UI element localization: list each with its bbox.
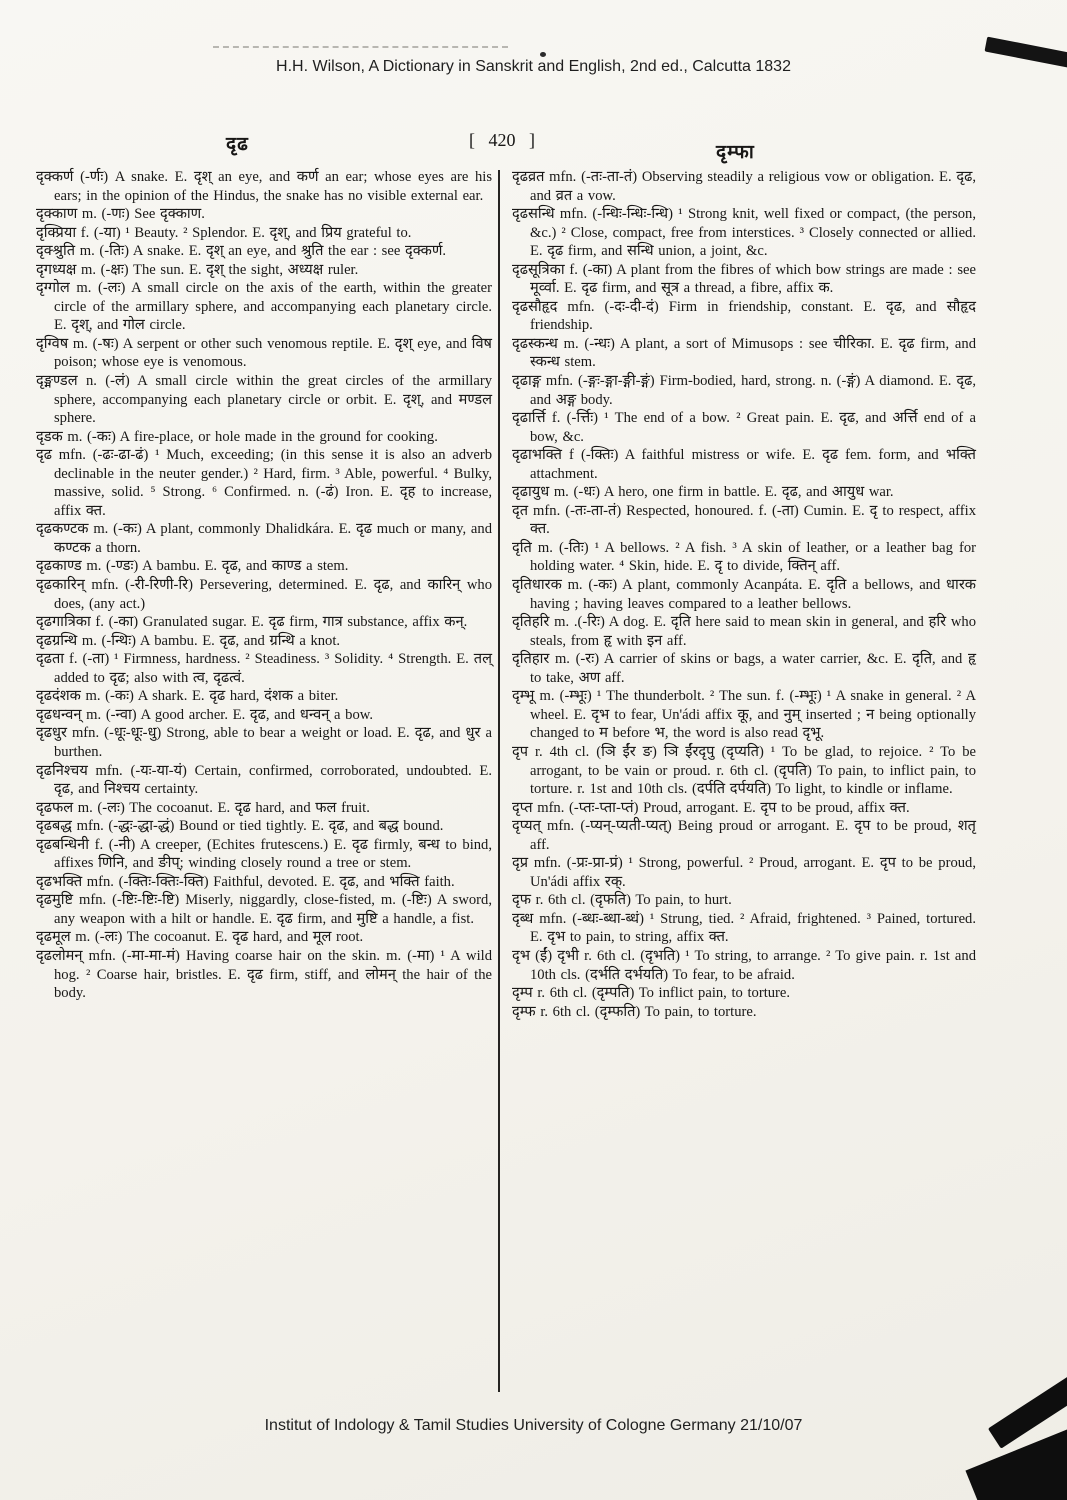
dictionary-entry: दृढबद्ध mfn. (-द्धः-द्धा-द्धं) Bound or tied tightly. E. दृढ, and बद्ध bound. <box>36 818 444 835</box>
left-catchword: दृढ <box>226 134 249 155</box>
dictionary-entry: दृढकाण्ड m. (-ण्डः) A bambu. E. दृढ, and काण्ड a stem. <box>36 558 349 575</box>
dictionary-entry: दृप r. 4th cl. (ञि ईंर ङ) ञि ईंरदृपु (दृप्यति) ¹ To be glad, to rejoice. ² To be arrogant, to be vain or proud. r. 6th cl. (दृपति) To pain, to inflict pain, to torture. r. 1st and 10th cls. (दर्पति दर्पयति) To light, to kindle or inflame. <box>512 743 976 798</box>
dictionary-entry: दृब्ध mfn. (-ब्धः-ब्धा-ब्धं) ¹ Strung, tied. ² Afraid, frightened. ³ Pained, tortured. E. दृभ to pain, to string, affix क्त. <box>512 910 976 946</box>
dictionary-entry: दृक्काण m. (-णः) See दृक्काण. <box>36 206 205 223</box>
dictionary-entry: दृप्र mfn. (-प्रः-प्रा-प्रं) ¹ Strong, powerful. ² Proud, arrogant. E. दृप to be proud, Un'ádi affix रक्. <box>512 855 976 890</box>
dictionary-entry: दृढबन्धिनी f. (-नी) A creeper, (Echites frutescens.) E. दृढ firmly, बन्ध to bind, affixes णिनि, and ङीप्; winding closely round a tree or stem. <box>36 836 492 872</box>
dictionary-entry: दृढफल m. (-लः) The cocoanut. E. दृढ hard, and फल fruit. <box>36 799 370 816</box>
dictionary-entry: दृढ mfn. (-ढः-ढा-ढं) ¹ Much, exceeding; (in this sense it is also an adverb declinable in the neuter gender.) ² Hard, firm. ³ Able, powerful. ⁴ Bulky, massive, solid. ⁵ Strong. ⁶ Confirmed. n. (-ढं) Iron. E. दृह to increase, affix क्त. <box>36 447 492 519</box>
dictionary-entry: दृढसन्धि mfn. (-न्धिः-न्धिः-न्धि) ¹ Strong knit, well fixed or compact, (the person, &c.) ² Close, compact, free from interstices. ³ Closely connected or allied. E. दृढ firm, and सन्धि union, a joint, &c. <box>512 206 976 260</box>
dictionary-entry: दृडक m. (-कः) A fire-place, or hole made in the ground for cooking. <box>36 428 438 445</box>
dictionary-entry: दृढभक्ति mfn. (-क्तिः-क्तिः-क्ति) Faithful, devoted. E. दृढ, and भक्ति faith. <box>36 873 455 890</box>
footer-line: Institut of Indology & Tamil Studies University of Cologne Germany 21/10/07 <box>264 1417 803 1434</box>
scan-artifact-dashed-line <box>213 46 508 48</box>
dictionary-entry: दृढमूल m. (-लः) The cocoanut. E. दृढ hard, and मूल root. <box>36 929 364 946</box>
dictionary-entry: दृप्यत् mfn. (-प्यन्-प्यती-प्यत्) Being proud or arrogant. E. दृप to be proud, शतृ aff. <box>512 818 976 853</box>
dictionary-entry: दृतिहार m. (-रः) A carrier of skins or bags, a water carrier, &c. E. दृति, and हृ to take, अण aff. <box>512 651 976 686</box>
dictionary-entry: दृढकारिन् mfn. (-री-रिणी-रि) Persevering, determined. E. दृढ, and कारिन् who does, (any act.) <box>36 577 492 612</box>
dictionary-entry: दृभ (ईं) दृभी r. 6th cl. (दृभति) ¹ To string, to arrange. ² To give pain. r. 1st and 10th cls. (दर्भति दर्भयति) To fear, to be afraid. <box>512 947 976 983</box>
dictionary-column-right <box>512 168 976 1021</box>
dictionary-entry: दृढग्रन्थि m. (-न्थिः) A bambu. E. दृढ, and ग्रन्थि a knot. <box>36 632 341 649</box>
dictionary-entry: दृग्गोल m. (-लः) A small circle on the axis of the earth, within the greater circle of the armillary sphere, and accompanying each planetary circle. E. दृश्, and गोल circle. <box>36 280 492 334</box>
page-number: [ 420 ] <box>469 130 535 150</box>
dictionary-entry: दृतिधारक m. (-कः) A plant, commonly Acanpáta. E. दृति a bellows, and धारक having ; having leaves compared to a leather bellows. <box>512 577 976 612</box>
dictionary-entry: दृढाभक्ति f (-क्तिः) A faithful mistress or wife. E. दृढ fem. form, and भक्ति attachment. <box>512 447 976 482</box>
dictionary-entry: दृढधन्वन् m. (-न्वा) A good archer. E. दृढ, and धन्वन् a bow. <box>36 706 374 723</box>
dictionary-entry: दृत mfn. (-तः-ता-तं) Respected, honoured. f. (-ता) Cumin. E. दृ to respect, affix क्त. <box>512 502 976 538</box>
dictionary-entry: दृङ्मण्डल n. (-लं) A small circle within the great circles of the armillary sphere, accompanying each planetary circle or orbit. E. दृश्, and मण्डल sphere. <box>36 373 492 427</box>
dictionary-entry: दृढस्कन्ध m. (-न्धः) A plant, a sort of Mimusops : see चीरिका. E. दृढ firm, and स्कन्ध stem. <box>512 335 976 371</box>
dictionary-entry: दृतिहरि m. .(-रिः) A dog. E. दृति here said to mean skin in general, and हरि who steals, from हृ with इन aff. <box>512 614 976 649</box>
dictionary-entry: दृम्फ r. 6th cl. (दृम्फति) To pain, to torture. <box>512 1003 757 1020</box>
dictionary-entry: दृप्त mfn. (-प्तः-प्ता-प्तं) Proud, arrogant. E. दृप to be proud, affix क्त. <box>512 799 910 816</box>
dictionary-column-left <box>36 168 492 1003</box>
dictionary-entry: दृम्भू m. (-म्भूः) ¹ The thunderbolt. ² The sun. f. (-म्भूः) ¹ A snake in general. ² A wheel. E. दृभ to fear, Un'ádi affix कू, and नुम् inserted ; न being optionally changed to म before भ, the word is also read दृभू. <box>512 688 976 742</box>
column-divider-rule <box>498 170 500 1392</box>
dictionary-entry: दृफ r. 6th cl. (दृफति) To pain, to hurt. <box>512 892 732 909</box>
dictionary-entry: दृक्श्रुति m. (-तिः) A snake. E. दृश् an eye, and श्रुति the ear : see दृक्कर्ण. <box>36 243 447 260</box>
dictionary-entry: दृढव्रत mfn. (-तः-ता-तं) Observing steadily a religious vow or obligation. E. दृढ, and व्रत a vow. <box>512 169 976 204</box>
page-head <box>0 128 1067 164</box>
dictionary-entry: दृक्कर्ण (-र्णः) A snake. E. दृश् an eye, and कर्ण an ear; whose eyes are his ears; in the opinion of the Hindus, the snake has no visible external ear. <box>36 169 492 204</box>
dictionary-entry: दृम्प r. 6th cl. (दृम्पति) To inflict pain, to torture. <box>512 985 791 1002</box>
dictionary-entry: दृगध्यक्ष m. (-क्षः) The sun. E. दृश् the sight, अध्यक्ष ruler. <box>36 261 359 278</box>
dictionary-entry: दृढसौहृद mfn. (-दः-दी-दं) Firm in friendship, constant. E. दृढ, and सौहृद friendship. <box>512 298 976 334</box>
dictionary-entry: दृढमुष्टि mfn. (-ष्टिः-ष्टिः-ष्टि) Miserly, niggardly, close-fisted, m. (-ष्टिः) A sword, any weapon with a hilt or handle. E. दृढ firm, and मुष्टि a handle, a fist. <box>36 892 492 927</box>
dictionary-entry: दृढकण्टक m. (-कः) A plant, commonly Dhalidkára. E. दृढ much or many, and कण्टक a thorn. <box>36 521 492 556</box>
dictionary-entry: दृढधुर mfn. (-धूः-धूः-धु) Strong, able to bear a weight or load. E. दृढ, and धुर a burthen. <box>36 725 492 760</box>
dictionary-entry: दृक्प्रिया f. (-या) ¹ Beauty. ² Splendor. E. दृश्, and प्रिय grateful to. <box>36 224 412 241</box>
dictionary-entry: दृढदंशक m. (-कः) A shark. E. दृढ hard, दंशक a biter. <box>36 688 339 705</box>
dictionary-entry: दृढनिश्चय mfn. (-यः-या-यं) Certain, confirmed, corroborated, undoubted. E. दृढ, and निश्चय certainty. <box>36 762 492 798</box>
right-catchword: दृम्फा <box>716 142 755 163</box>
dictionary-entry: दृग्विष m. (-षः) A serpent or other such venomous reptile. E. दृश् eye, and विष poison; whose eye is venomous. <box>36 335 492 371</box>
scan-artifact-ink-dot <box>540 52 546 57</box>
dictionary-entry: दृति m. (-तिः) ¹ A bellows. ² A fish. ³ A skin of leather, or a leather bag for holding water. ⁴ Skin, hide. E. दृ to divide, क्तिन् aff. <box>512 539 976 575</box>
dictionary-entry: दृढायुध m. (-धः) A hero, one firm in battle. E. दृढ, and आयुध war. <box>512 484 894 501</box>
attribution-line: H.H. Wilson, A Dictionary in Sanskrit and English, 2nd ed., Calcutta 1832 <box>276 58 791 75</box>
dictionary-entry: दृढसूत्रिका f. (-का) A plant from the fibres of which bow strings are made : see मूर्व्वा. E. दृढ firm, and सूत्र a thread, a fibre, affix क. <box>512 261 976 297</box>
dictionary-entry: दृढलोमन् mfn. (-मा-मा-मं) Having coarse hair on the skin. m. (-मा) ¹ A wild hog. ² Coarse hair, bristles. E. दृढ firm, stiff, and लोमन् the hair of the body. <box>36 947 492 1002</box>
dictionary-entry: दृढाङ्ग mfn. (-ङ्गः-ङ्गा-ङ्गी-ङ्गं) Firm-bodied, hard, strong. n. (-ङ्गं) A diamond. E. दृढ, and अङ्ग body. <box>512 373 976 408</box>
dictionary-entry: दृढार्त्ति f. (-र्त्तिः) ¹ The end of a bow. ² Great pain. E. दृढ, and अर्त्ति end of a bow, &c. <box>512 410 976 445</box>
dictionary-entry: दृढता f. (-ता) ¹ Firmness, hardness. ² Steadiness. ³ Solidity. ⁴ Strength. E. तल् added to दृढ; also with त्व, दृढत्वं. <box>36 651 492 686</box>
dictionary-entry: दृढगात्रिका f. (-का) Granulated sugar. E. दृढ firm, गात्र substance, affix कन्. <box>36 614 468 631</box>
